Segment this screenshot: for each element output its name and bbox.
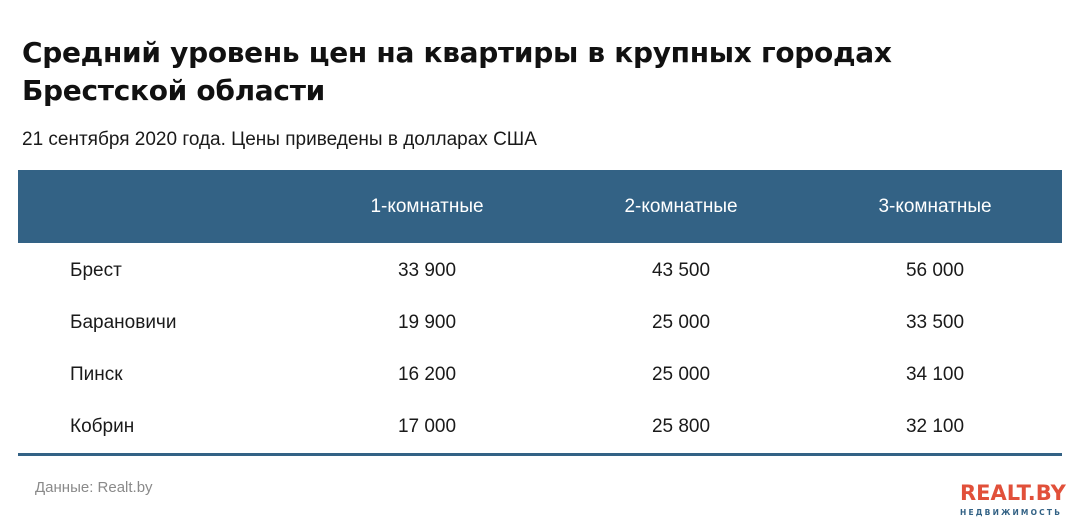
column-header-2-room: 2-комнатные <box>624 195 738 217</box>
price-cell: 56 000 <box>905 260 965 281</box>
city-cell: Кобрин <box>70 416 135 437</box>
price-cell: 25 800 <box>651 416 711 437</box>
realt-by-logo <box>960 480 1070 522</box>
chart-title: Средний уровень цен на квартиры в крупных городах Брестской области <box>22 36 892 107</box>
price-table <box>18 170 1062 453</box>
price-cell: 33 900 <box>397 260 457 281</box>
table-row <box>18 243 1062 297</box>
price-table-container <box>18 170 1062 453</box>
price-cell: 32 100 <box>905 416 965 437</box>
price-cell: 33 500 <box>905 312 965 333</box>
city-cell: Пинск <box>70 364 123 385</box>
city-cell: Брест <box>70 260 122 281</box>
table-row <box>18 401 1062 453</box>
chart-subtitle: 21 сентября 2020 года. Цены приведены в долларах США <box>22 129 537 150</box>
table-row <box>18 349 1062 401</box>
column-header-city <box>18 170 300 243</box>
price-cell: 25 000 <box>651 364 711 385</box>
table-header-row <box>18 170 1062 243</box>
price-cell: 34 100 <box>905 364 965 385</box>
price-cell: 16 200 <box>397 364 457 385</box>
price-cell: 17 000 <box>397 416 457 437</box>
logo-tagline: НЕДВИЖИМОСТЬ <box>960 508 1063 517</box>
table-row <box>18 297 1062 349</box>
column-header-3-room: 3-комнатные <box>878 195 992 217</box>
price-cell: 19 900 <box>397 312 457 333</box>
source-note: Данные: Realt.by <box>35 479 153 496</box>
column-header-1-room: 1-комнатные <box>370 195 484 217</box>
table-bottom-rule <box>18 453 1062 456</box>
logo-wordmark: REALT.BY <box>960 481 1066 505</box>
city-cell: Барановичи <box>70 312 177 333</box>
price-cell: 43 500 <box>651 260 711 281</box>
price-cell: 25 000 <box>651 312 711 333</box>
